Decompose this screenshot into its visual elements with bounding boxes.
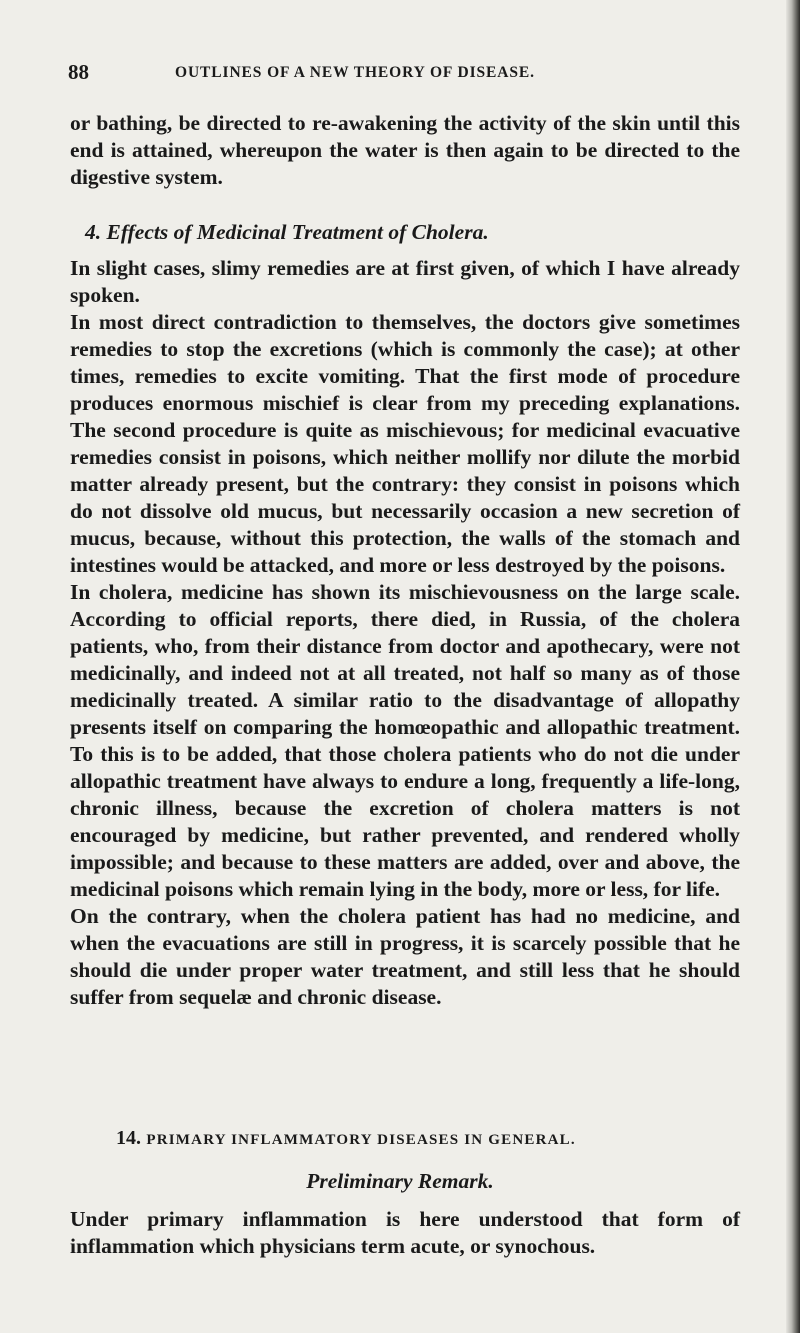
paragraph-contrary: On the contrary, when the cholera patient has had no medicine, and when the evacuations are still in progress, it is scarcely possible that he should die under proper water treatment, and still less that he should suffer from sequelæ and chronic disease. [70,904,740,1009]
prelim-container [0,1168,800,1195]
book-spine-shadow [786,0,800,1333]
running-title: OUTLINES OF A NEW THEORY OF DISEASE. [175,64,535,81]
paragraph-cholera-scale: In cholera, medicine has shown its mischievousness on the large scale. According to official reports, there died, in Russia, of the cholera patients, who, from their distance from doctor and apothecary, were not medicinally, and indeed not at all treated, not half so many as of those medicinally treated. A similar ratio to the disadvantage of allopathy presents itself on comparing the homœopathic and allopathic treatment. To this is to be added, that those cholera patients who do not die under allopathic treatment have always to endure a long, frequently a life-long, chronic illness, because the excretion of cholera matters is not encouraged by medicine, but rather prevented, and rendered wholly impossible; and because to these matters are added, over and above, the medicinal poisons which remain lying in the body, more or less, for life. [70,580,740,901]
body-text [70,110,740,191]
paragraph-under-primary: Under primary inflammation is here understood that form of inflammation which physicians term acute, or synochous. [70,1207,740,1258]
page-header [68,60,628,86]
section-title: PRIMARY INFLAMMATORY DISEASES IN GENERAL. [146,1132,576,1148]
body-text-3 [70,1206,740,1260]
section-number: 14. [116,1127,141,1149]
body-text-2 [70,255,740,1011]
page-number: 88 [68,60,89,84]
section-heading [116,1124,716,1154]
subheading-effects: 4. Effects of Medicinal Treatment of Cholera. [85,220,489,244]
paragraph-contradiction: In most direct contradiction to themselves, the doctors give sometimes remedies to stop the excretions (which is commonly the case); at other times, remedies to excite vomiting. That the first mode of procedure produces enormous mischief is clear from my preceding explanations. The second procedure is quite as mischievous; for medicinal evacuative remedies consist in poisons, which neither mollify nor dilute the morbid matter already present, but the contrary: they consist in poisons which do not dissolve old mucus, but necessarily occasion a new secretion of mucus, because, without this protection, the walls of the stomach and intestines would be attacked, and more or less destroyed by the poisons. [70,310,740,577]
paragraph-slight-cases: In slight cases, slimy remedies are at first given, of which I have already spoken. [70,256,740,307]
paragraph-continuation: or bathing, be directed to re-awakening the activity of the skin until this end is attained, whereupon the water is then again to be directed to the digestive system. [70,111,740,189]
subheading-preliminary: Preliminary Remark. [306,1169,494,1193]
subheading-container [85,219,725,246]
